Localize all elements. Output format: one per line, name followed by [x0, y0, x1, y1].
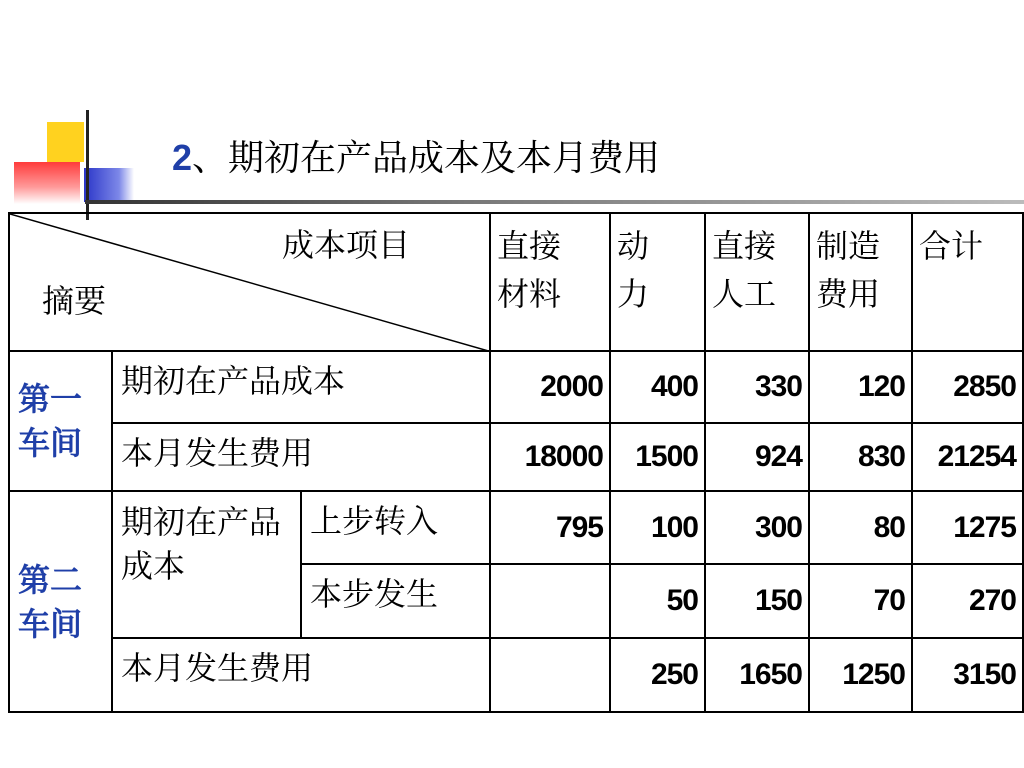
value-cell: 400 [610, 351, 705, 423]
table-row [9, 351, 1023, 423]
page-title: 2、期初在产品成本及本月费用 [172, 137, 661, 179]
value-cell: 18000 [490, 423, 610, 491]
value-cell: 1275 [912, 491, 1023, 564]
col-header-overhead: 制造 费用 [809, 213, 912, 351]
col-header-power: 动 力 [610, 213, 705, 351]
value-cell: 795 [490, 491, 610, 564]
header-row [9, 213, 1023, 351]
col-header-total: 合计 [912, 213, 1023, 351]
opening-cost-label: 期初在产品成本 [112, 491, 301, 638]
workshop1-label: 第一车间 [9, 351, 112, 491]
value-cell: 2000 [490, 351, 610, 423]
value-cell: 924 [705, 423, 809, 491]
header-summary-label: 摘要 [42, 282, 107, 320]
header-item-label: 成本项目 [282, 226, 411, 264]
value-cell: 3150 [912, 638, 1023, 712]
row-label: 本月发生费用 [112, 638, 490, 712]
title-underline [85, 200, 1024, 204]
row-label: 本月发生费用 [112, 423, 490, 491]
value-cell: 120 [809, 351, 912, 423]
value-cell: 70 [809, 564, 912, 638]
table-row [9, 423, 1023, 491]
value-cell: 150 [705, 564, 809, 638]
table-row [9, 638, 1023, 712]
workshop2-label: 第二车间 [9, 491, 112, 712]
value-cell: 80 [809, 491, 912, 564]
cost-table [8, 212, 1024, 713]
value-cell: 250 [610, 638, 705, 712]
value-cell: 270 [912, 564, 1023, 638]
value-cell: 100 [610, 491, 705, 564]
row-label: 本步发生 [301, 564, 490, 638]
value-cell: 300 [705, 491, 809, 564]
col-header-labor: 直接 人工 [705, 213, 809, 351]
value-cell: 830 [809, 423, 912, 491]
decor-blue-square [84, 168, 134, 202]
table-row [9, 491, 1023, 564]
value-cell [490, 564, 610, 638]
row-label: 上步转入 [301, 491, 490, 564]
decor-red-square [14, 162, 80, 204]
decor-yellow-square [47, 122, 84, 162]
value-cell: 1250 [809, 638, 912, 712]
value-cell: 1500 [610, 423, 705, 491]
value-cell: 2850 [912, 351, 1023, 423]
value-cell [490, 638, 610, 712]
value-cell: 21254 [912, 423, 1023, 491]
value-cell: 330 [705, 351, 809, 423]
value-cell: 50 [610, 564, 705, 638]
value-cell: 1650 [705, 638, 809, 712]
col-header-material: 直接 材料 [490, 213, 610, 351]
header-corner-cell [9, 213, 490, 351]
row-label: 期初在产品成本 [112, 351, 490, 423]
